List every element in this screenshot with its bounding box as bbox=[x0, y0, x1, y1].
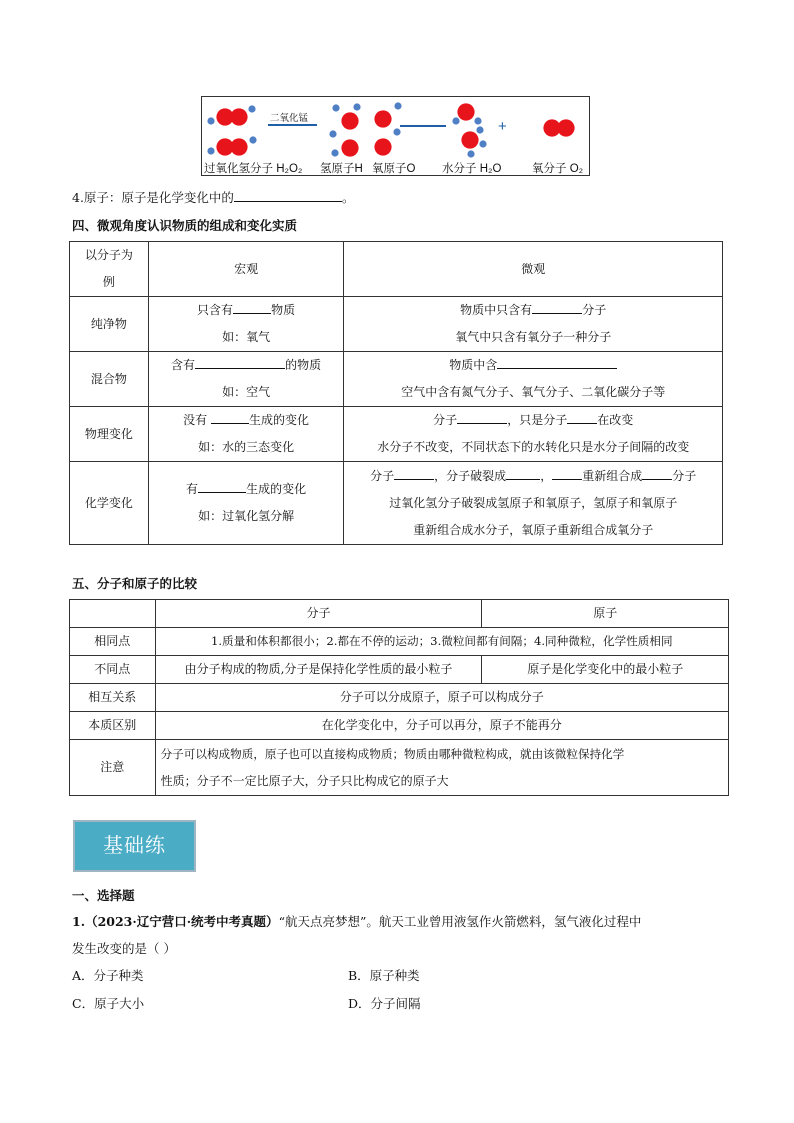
cell-line: 氧气中只含有氧分子一种分子 bbox=[455, 330, 612, 344]
cell-line: 性质；分子不一定比原子大，分子只比构成它的原子大 bbox=[160, 773, 449, 788]
essence-cell: 在化学变化中，分子可以再分，原子不能再分 bbox=[155, 712, 728, 740]
question-source: （2023·辽宁营口·统考中考真题） bbox=[85, 914, 279, 929]
table-row bbox=[70, 407, 723, 462]
o-atom bbox=[341, 139, 358, 156]
header-text: 例 bbox=[102, 275, 115, 289]
row-label: 本质区别 bbox=[70, 712, 156, 740]
table-header-row bbox=[70, 242, 723, 297]
label-o-atom: 氧原子O bbox=[372, 163, 416, 175]
micro-macro-table bbox=[69, 241, 723, 545]
cell-line bbox=[344, 352, 722, 379]
label-h-atom: 氢原子H bbox=[320, 163, 363, 175]
o-atom bbox=[457, 103, 474, 120]
table-row bbox=[70, 352, 723, 407]
cell-line bbox=[344, 297, 722, 324]
cell-line bbox=[149, 297, 344, 324]
h2o2-molecule-bottom bbox=[207, 136, 256, 155]
blank[interactable] bbox=[642, 466, 672, 480]
blank[interactable] bbox=[532, 300, 582, 314]
atom-definition bbox=[72, 188, 354, 206]
header-cell: 原子 bbox=[482, 600, 729, 628]
blank[interactable] bbox=[567, 410, 597, 424]
h-atom bbox=[207, 147, 214, 154]
table-row bbox=[70, 684, 729, 712]
cell-line: 如：氧气 bbox=[222, 330, 271, 344]
o-atom bbox=[461, 131, 478, 148]
h-atom bbox=[452, 117, 459, 124]
h-atom bbox=[353, 103, 360, 110]
micro-cell bbox=[344, 297, 723, 352]
o-atom bbox=[374, 138, 391, 155]
option-a[interactable]: A．分子种类 bbox=[72, 968, 144, 983]
header-cell bbox=[70, 242, 149, 297]
label-water: 水分子 H₂O bbox=[442, 163, 502, 175]
catalyst-label: 二氧化锰 bbox=[270, 113, 309, 124]
h-atom bbox=[393, 128, 400, 135]
atom-definition-end: 。 bbox=[341, 190, 355, 205]
text: ，分子破裂成 bbox=[434, 468, 507, 483]
table-row bbox=[70, 656, 729, 684]
cell-line bbox=[149, 407, 344, 434]
reaction-diagram bbox=[201, 96, 590, 176]
table-header-row bbox=[70, 600, 729, 628]
basic-practice-banner: 基础练 bbox=[73, 820, 196, 872]
header-cell: 宏观 bbox=[148, 242, 344, 297]
h-atom bbox=[479, 140, 486, 147]
macro-cell bbox=[148, 462, 344, 545]
oxygen-molecule bbox=[543, 119, 574, 136]
label-h2o2: 过氧化氢分子 H₂O₂ bbox=[204, 163, 303, 175]
o-atom bbox=[557, 119, 574, 136]
h-atom bbox=[331, 149, 338, 156]
blank[interactable] bbox=[198, 479, 246, 493]
cell-line bbox=[149, 476, 344, 503]
header-cell: 分子 bbox=[155, 600, 482, 628]
macro-cell bbox=[148, 297, 344, 352]
option-b[interactable]: B．原子种类 bbox=[348, 968, 420, 983]
water-molecule-top bbox=[452, 103, 481, 124]
cell-line: 重新组合成水分子，氧原子重新组合成氧分子 bbox=[413, 522, 654, 537]
relation-cell: 分子可以分成原子，原子可以构成分子 bbox=[155, 684, 728, 712]
cell-line: 水分子不改变，不同状态下的水转化只是水分子间隔的改变 bbox=[377, 440, 690, 454]
h2o2-molecule-top bbox=[207, 105, 255, 125]
label-oxygen: 氧分子 O₂ bbox=[532, 163, 584, 175]
text: 的物质 bbox=[285, 358, 322, 372]
cell-line: 过氧化氢分子破裂成氢原子和氧原子，氢原子和氧原子 bbox=[389, 495, 678, 510]
o-atom bbox=[341, 112, 358, 129]
text: 只含有 bbox=[197, 303, 234, 317]
cell-line bbox=[149, 352, 344, 379]
text: 分子 bbox=[370, 468, 395, 483]
o-atom bbox=[230, 108, 247, 125]
h-atom bbox=[249, 136, 256, 143]
o-atom bbox=[374, 110, 391, 127]
header-cell: 微观 bbox=[344, 242, 723, 297]
cell-line: 分子可以构成物质，原子也可以直接构成物质；物质由哪种微粒构成，就由该微粒保持化学 bbox=[160, 746, 625, 761]
row-label: 物理变化 bbox=[70, 407, 149, 462]
table-row bbox=[70, 297, 723, 352]
micro-cell bbox=[344, 462, 723, 545]
cell-line bbox=[344, 407, 722, 434]
h-atom bbox=[207, 117, 214, 124]
o-atom bbox=[230, 138, 247, 155]
row-label: 相同点 bbox=[70, 628, 156, 656]
row-label: 化学变化 bbox=[70, 462, 149, 545]
macro-cell bbox=[148, 407, 344, 462]
molecule-atom-table bbox=[69, 599, 729, 796]
atom-definition-text: 4.原子：原子是化学变化中的 bbox=[72, 190, 234, 205]
text: 生成的变化 bbox=[248, 413, 309, 427]
choice-section-title: 一、选择题 bbox=[72, 888, 135, 903]
text: 没有 bbox=[183, 413, 211, 427]
section5-title: 五、分子和原子的比较 bbox=[72, 576, 198, 591]
table-row bbox=[70, 462, 723, 545]
blank[interactable] bbox=[552, 466, 582, 480]
blank[interactable] bbox=[394, 466, 434, 480]
blank[interactable] bbox=[234, 188, 342, 202]
text: 物质中含 bbox=[449, 358, 498, 372]
same-cell: 1.质量和体积都很小；2.都在不停的运动；3.微粒间都有间隔；4.同种微粒，化学性质相同 bbox=[155, 628, 728, 656]
text: 生成的变化 bbox=[246, 482, 307, 496]
question-text: “航天点亮梦想”。航天工业曾用液氢作火箭燃料，氢气液化过程中 bbox=[278, 914, 642, 929]
text: 物质中只含有 bbox=[460, 303, 533, 317]
h-atom bbox=[329, 130, 336, 137]
h-atom bbox=[394, 102, 401, 109]
row-label: 纯净物 bbox=[70, 297, 149, 352]
header-cell bbox=[70, 600, 156, 628]
text: 在改变 bbox=[597, 413, 634, 427]
blank[interactable] bbox=[506, 466, 540, 480]
cell-line bbox=[344, 463, 722, 490]
text: 分子 bbox=[582, 303, 607, 317]
table-row bbox=[70, 628, 729, 656]
row-label: 不同点 bbox=[70, 656, 156, 684]
row-label: 相互关系 bbox=[70, 684, 156, 712]
plus-sign: + bbox=[498, 118, 507, 135]
cell-line: 如：过氧化氢分解 bbox=[198, 509, 295, 523]
cell-line: 空气中含有氮气分子、氧气分子、二氧化碳分子等 bbox=[401, 385, 666, 399]
text: 重新组合成 bbox=[582, 468, 643, 483]
text: 分子 bbox=[672, 468, 697, 483]
water-molecule-bottom bbox=[461, 126, 486, 157]
text: 分子 bbox=[433, 413, 458, 427]
text: 有 bbox=[186, 482, 199, 496]
table-row bbox=[70, 712, 729, 740]
micro-cell bbox=[344, 352, 723, 407]
h-atom bbox=[332, 104, 339, 111]
table-row bbox=[70, 740, 729, 796]
micro-cell bbox=[344, 407, 723, 462]
diff-atom-cell: 原子是化学变化中的最小粒子 bbox=[482, 656, 729, 684]
text: 物质 bbox=[271, 303, 296, 317]
option-d[interactable]: D．分子间隔 bbox=[348, 996, 421, 1011]
row-label: 混合物 bbox=[70, 352, 149, 407]
h-atom bbox=[467, 150, 474, 157]
blank[interactable] bbox=[211, 410, 249, 424]
option-c[interactable]: C．原子大小 bbox=[72, 996, 145, 1011]
text: ，只是分子 bbox=[507, 413, 568, 427]
h-atom bbox=[476, 126, 483, 133]
macro-cell bbox=[148, 352, 344, 407]
note-cell bbox=[155, 740, 728, 796]
section4-title: 四、微观角度认识物质的组成和变化实质 bbox=[72, 218, 298, 233]
question-1-line1 bbox=[72, 912, 641, 930]
text: 含有 bbox=[171, 358, 196, 372]
blank[interactable] bbox=[195, 355, 285, 369]
question-1-line2: 发生改变的是（ ） bbox=[72, 941, 176, 956]
h-atom bbox=[248, 105, 255, 112]
diff-molecule-cell: 由分子构成的物质,分子是保持化学性质的最小粒子 bbox=[155, 656, 482, 684]
h-atom bbox=[474, 117, 481, 124]
row-label: 注意 bbox=[70, 740, 156, 796]
text: ， bbox=[540, 468, 553, 483]
cell-line: 如：空气 bbox=[222, 385, 271, 399]
question-number: 1. bbox=[72, 914, 86, 929]
cell-line: 如：水的三态变化 bbox=[198, 440, 295, 454]
header-text: 以分子为 bbox=[84, 248, 133, 262]
blank[interactable] bbox=[233, 300, 271, 314]
blank[interactable] bbox=[497, 355, 617, 369]
blank[interactable] bbox=[457, 410, 507, 424]
